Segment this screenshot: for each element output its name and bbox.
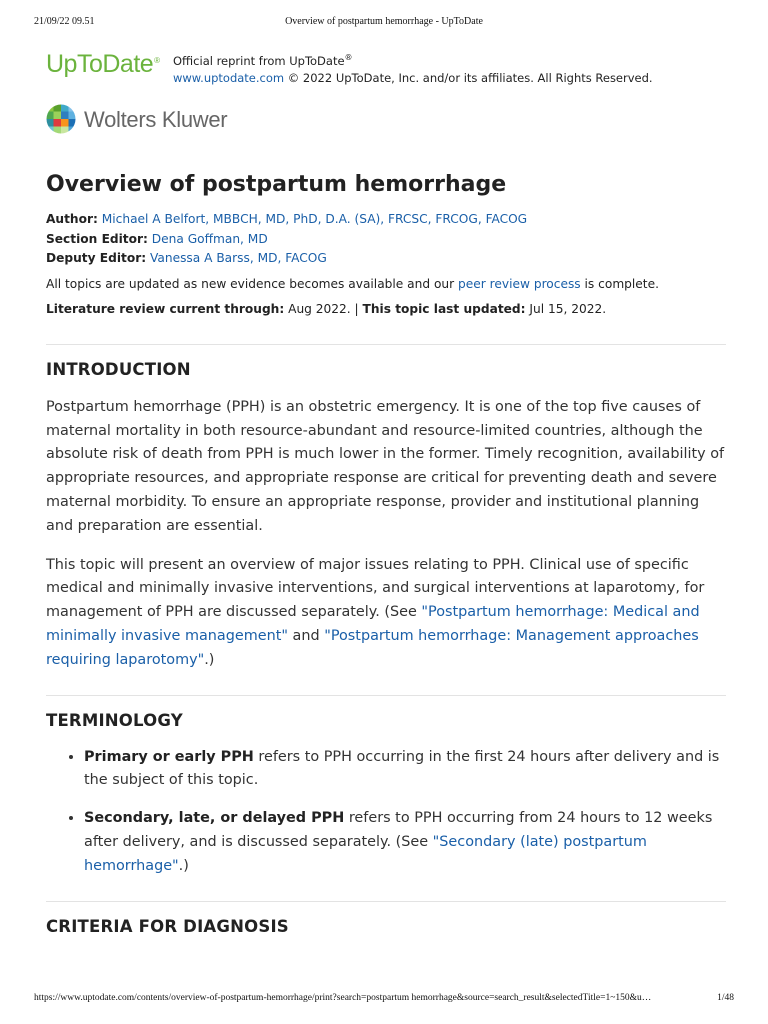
section-heading-terminology: TERMINOLOGY (46, 710, 183, 730)
print-url: https://www.uptodate.com/contents/overview-of-postpartum-hemorrhage/print?search=postpartum hemorrhage&source=search_result&selectedTitle=1~150&u… (34, 993, 652, 1003)
list-item (84, 746, 726, 794)
wk-mosaic-logo-icon (46, 104, 76, 134)
primary-pph-definition: refers to PPH occurring in the first 24 hours after delivery and is the subject of this topic. (84, 748, 720, 789)
uptodate-logo-mark: ® (154, 55, 160, 65)
literature-review-line (46, 300, 726, 319)
author-link[interactable]: Michael A Belfort, MBBCH, MD, PhD, D.A. (SA), FRCSC, FRCOG, FACOG (101, 212, 528, 226)
intro-p2-text: This topic will present an overview of major issues relating to PPH. Clinical use of specific medical and minimally invasive interventions, and surgical interventions at laparotomy, for management of PPH are discussed separately. (See (46, 556, 705, 621)
intro-paragraph-2 (46, 554, 726, 673)
reprint-notice (173, 49, 733, 87)
litrev-label: Literature review current through: (46, 301, 285, 316)
copyright-text: © 2022 UpToDate, Inc. and/or its affiliates. All Rights Reserved. (284, 70, 653, 85)
print-title: Overview of postpartum hemorrhage - UpToDate (285, 16, 483, 27)
secondary-pph-term: Secondary, late, or delayed PPH (84, 810, 345, 827)
article-credits (46, 210, 726, 269)
medical-management-link[interactable]: "Postpartum hemorrhage: Medical and minimally invasive management" (46, 604, 700, 644)
deputy-editor-link[interactable]: Vanessa A Barss, MD, FACOG (149, 251, 327, 266)
section-divider (46, 344, 726, 345)
secondary-pph-after: .) (178, 857, 189, 874)
laparotomy-link[interactable]: "Postpartum hemorrhage: Management approaches requiring laparotomy" (46, 627, 699, 668)
wolters-kluwer-logo (46, 104, 266, 134)
page-title: Overview of postpartum hemorrhage (46, 172, 507, 197)
update-note (46, 275, 726, 294)
wolters-kluwer-name: Wolters Kluwer (84, 107, 228, 132)
uptodate-site-link[interactable]: www.uptodate.com (173, 70, 285, 85)
terminology-list (46, 746, 726, 879)
section-editor-link[interactable]: Dena Goffman, MD (151, 231, 268, 246)
uptodate-logo (46, 50, 160, 79)
update-note-before: All topics are updated as new evidence becomes available and our (46, 276, 459, 291)
list-item (84, 807, 726, 878)
intro-p2-after: .) (204, 651, 215, 668)
section-editor-label: Section Editor: (46, 231, 148, 246)
reprint-mark: ® (344, 53, 353, 62)
intro-p2-mid: and (287, 627, 325, 644)
intro-paragraph-1: Postpartum hemorrhage (PPH) is an obstetric emergency. It is one of the top five causes of maternal mortality in both resource-abundant and resource-limited countries, although the absolute risk of death from PPH is much lower in the former. Timely recognition, availability of appropriate resources, and appropriate response are critical for preventing death and severe maternal morbidity. To ensure an appropriate response, provider and institutional planning and preparation are essential. (46, 398, 725, 534)
section-divider (46, 901, 726, 902)
last-updated-label: This topic last updated: (362, 301, 526, 316)
update-note-after: is complete. (580, 276, 659, 291)
litrev-value: Aug 2022. | (284, 301, 363, 316)
article (46, 168, 726, 936)
secondary-pph-link[interactable]: "Secondary (late) postpartum hemorrhage" (84, 833, 647, 874)
peer-review-link[interactable]: peer review process (458, 276, 581, 291)
secondary-pph-definition: refers to PPH occurring from 24 hours to 12 weeks after delivery, and is discussed separately. (See (84, 810, 713, 850)
uptodate-logo-text: UpToDate (46, 50, 154, 78)
page-number: 1/48 (717, 993, 734, 1003)
reprint-line: Official reprint from UpToDate (173, 53, 345, 68)
print-date: 21/09/22 09.51 (34, 16, 95, 27)
section-heading-introduction: INTRODUCTION (46, 359, 191, 379)
author-label: Author: (46, 212, 98, 226)
last-updated-value: Jul 15, 2022. (525, 301, 607, 316)
section-heading-criteria: CRITERIA FOR DIAGNOSIS (46, 916, 289, 936)
section-divider (46, 695, 726, 696)
primary-pph-term: Primary or early PPH (84, 748, 254, 765)
deputy-editor-label: Deputy Editor: (46, 251, 147, 266)
